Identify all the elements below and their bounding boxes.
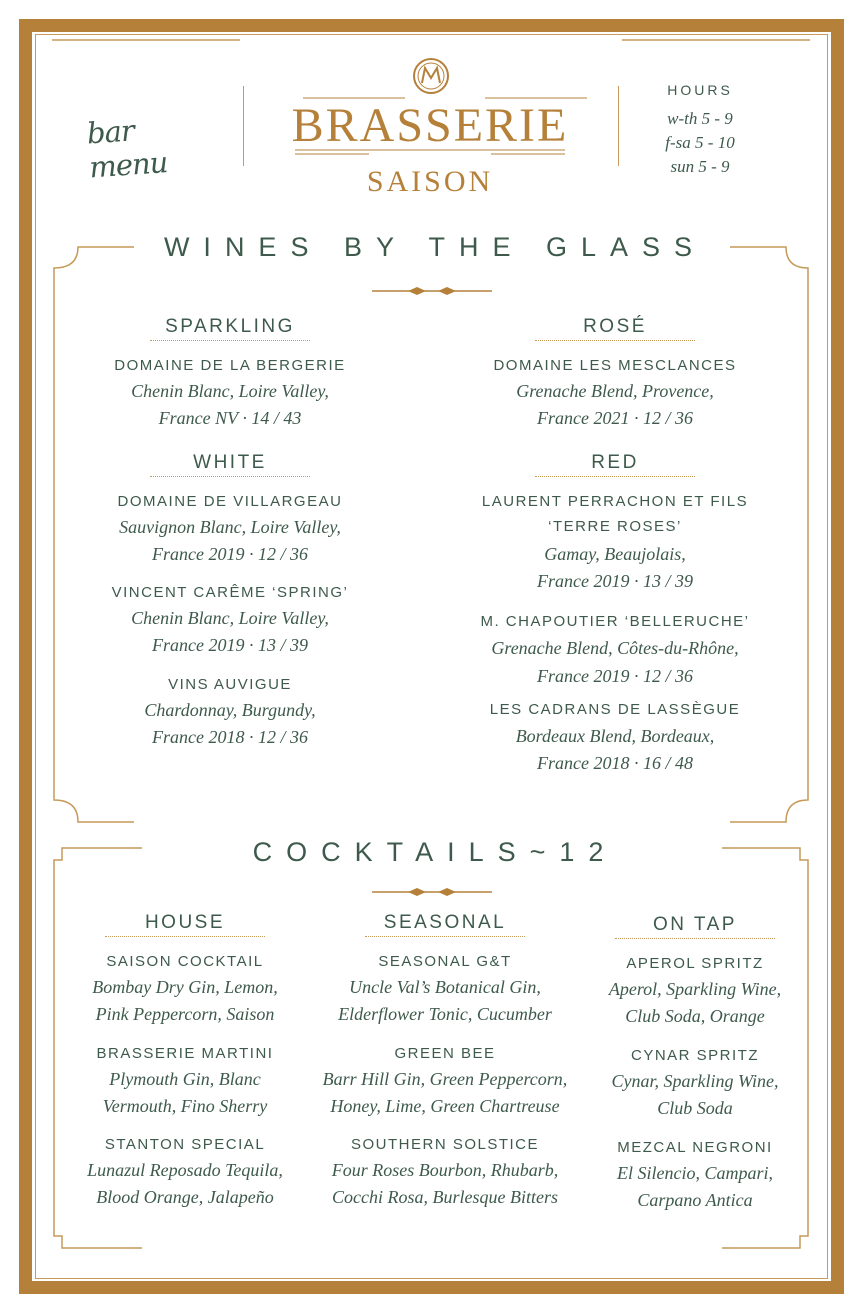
monogram-logo-icon	[411, 55, 451, 99]
category-white	[130, 452, 330, 477]
wine-description: Chenin Blanc, Loire Valley,	[131, 381, 329, 401]
cocktail-ingredients: Cynar, Sparkling Wine,	[611, 1071, 779, 1091]
wine-description: Bordeaux Blend, Bordeaux,	[515, 726, 715, 746]
cocktail-ingredients: Barr Hill Gin, Green Peppercorn,	[322, 1069, 568, 1089]
wine-price: France 2019 · 13 / 39	[537, 571, 693, 591]
wine-name: DOMAINE DE LA BERGERIE	[114, 357, 346, 374]
cocktail-ingredients: Club Soda	[657, 1098, 733, 1118]
wine-name: LES CADRANS DE LASSÈGUE	[489, 701, 741, 718]
wine-price: France NV · 14 / 43	[158, 408, 302, 428]
cocktail-ingredients: Aperol, Sparkling Wine,	[608, 979, 782, 999]
brand-name-line1: BRASSERIE	[291, 99, 569, 152]
cocktail-ingredients: Bombay Dry Gin, Lemon,	[92, 977, 278, 997]
wines-section-title: WINES BY THE GLASS	[163, 232, 707, 262]
hours-line: sun 5 - 9	[670, 157, 730, 176]
cocktail-ingredients: Blood Orange, Jalapeño	[96, 1187, 274, 1207]
cocktail-name: MEZCAL NEGRONI	[617, 1139, 773, 1156]
cocktail-ingredients: Honey, Lime, Green Chartreuse	[330, 1096, 560, 1116]
cocktails-section-title: COCKTAILS~12	[252, 837, 618, 867]
wine-price: France 2019 · 12 / 36	[152, 544, 308, 564]
category-label: ROSÉ	[583, 316, 647, 337]
bar-menu-script: bar menu	[85, 113, 169, 185]
category-on-tap	[600, 914, 790, 939]
cocktail-ingredients: Elderflower Tonic, Cucumber	[338, 1004, 552, 1024]
wine-price: France 2019 · 13 / 39	[152, 635, 308, 655]
category-house	[90, 912, 280, 937]
ornament-divider-icon	[372, 286, 492, 296]
category-seasonal	[345, 912, 545, 937]
wine-name: M. CHAPOUTIER ‘BELLERUCHE’	[480, 613, 750, 630]
wine-description: Gamay, Beaujolais,	[544, 544, 686, 564]
category-label: HOUSE	[144, 912, 226, 933]
brand-name-line2: SAISON	[366, 165, 494, 198]
wine-description: Chenin Blanc, Loire Valley,	[131, 608, 329, 628]
header-divider-right	[618, 86, 619, 166]
wine-price: France 2018 · 16 / 48	[537, 753, 693, 773]
cocktail-name: SAISON COCKTAIL	[106, 953, 264, 970]
cocktail-ingredients: Club Soda, Orange	[625, 1006, 765, 1026]
cocktail-ingredients: Lunazul Reposado Tequila,	[87, 1160, 283, 1180]
wine-name: DOMAINE LES MESCLANCES	[493, 357, 737, 374]
category-label: RED	[591, 452, 639, 473]
cocktail-ingredients: Cocchi Rosa, Burlesque Bitters	[332, 1187, 558, 1207]
cocktail-name: SOUTHERN SOLSTICE	[350, 1136, 540, 1153]
wine-name-secondary: ‘TERRE ROSES’	[548, 518, 682, 535]
wine-description: Chardonnay, Burgundy,	[144, 700, 316, 720]
category-label: ON TAP	[653, 914, 737, 935]
cocktail-name: BRASSERIE MARTINI	[96, 1045, 274, 1062]
cocktail-name: APEROL SPRITZ	[626, 955, 764, 972]
cocktail-ingredients: Plymouth Gin, Blanc	[109, 1069, 261, 1089]
wine-description: Sauvignon Blanc, Loire Valley,	[119, 517, 341, 537]
category-label: WHITE	[193, 452, 267, 473]
category-red	[515, 452, 715, 477]
wine-description: Grenache Blend, Provence,	[516, 381, 714, 401]
wine-name: VINS AUVIGUE	[168, 676, 292, 693]
cocktail-name: GREEN BEE	[394, 1045, 496, 1062]
cocktail-ingredients: El Silencio, Campari,	[617, 1163, 773, 1183]
hours-title: HOURS	[667, 82, 733, 98]
cocktail-name: STANTON SPECIAL	[104, 1136, 266, 1153]
cocktail-name: SEASONAL G&T	[378, 953, 512, 970]
category-label: SEASONAL	[383, 912, 507, 933]
wine-price: France 2019 · 12 / 36	[537, 666, 693, 686]
wine-name: VINCENT CARÊME ‘SPRING’	[111, 584, 349, 601]
category-rose	[515, 316, 715, 341]
cocktail-ingredients: Vermouth, Fino Sherry	[102, 1096, 268, 1116]
cocktail-ingredients: Uncle Val’s Botanical Gin,	[349, 977, 541, 997]
category-sparkling	[130, 316, 330, 341]
wine-description: Grenache Blend, Côtes-du-Rhône,	[491, 638, 739, 658]
wine-name: DOMAINE DE VILLARGEAU	[117, 493, 343, 510]
header-divider-left	[243, 86, 244, 166]
ornament-divider-icon	[372, 887, 492, 897]
hours-line: w-th 5 - 9	[667, 109, 733, 128]
cocktail-ingredients: Four Roses Bourbon, Rhubarb,	[331, 1160, 559, 1180]
cocktail-ingredients: Pink Peppercorn, Saison	[95, 1004, 275, 1024]
wine-name: LAURENT PERRACHON ET FILS	[481, 493, 749, 510]
category-label: SPARKLING	[165, 316, 295, 337]
cocktail-ingredients: Carpano Antica	[637, 1190, 753, 1210]
wine-price: France 2018 · 12 / 36	[152, 727, 308, 747]
wine-price: France 2021 · 12 / 36	[537, 408, 693, 428]
cocktail-name: CYNAR SPRITZ	[630, 1047, 759, 1064]
hours-line: f-sa 5 - 10	[665, 133, 735, 152]
